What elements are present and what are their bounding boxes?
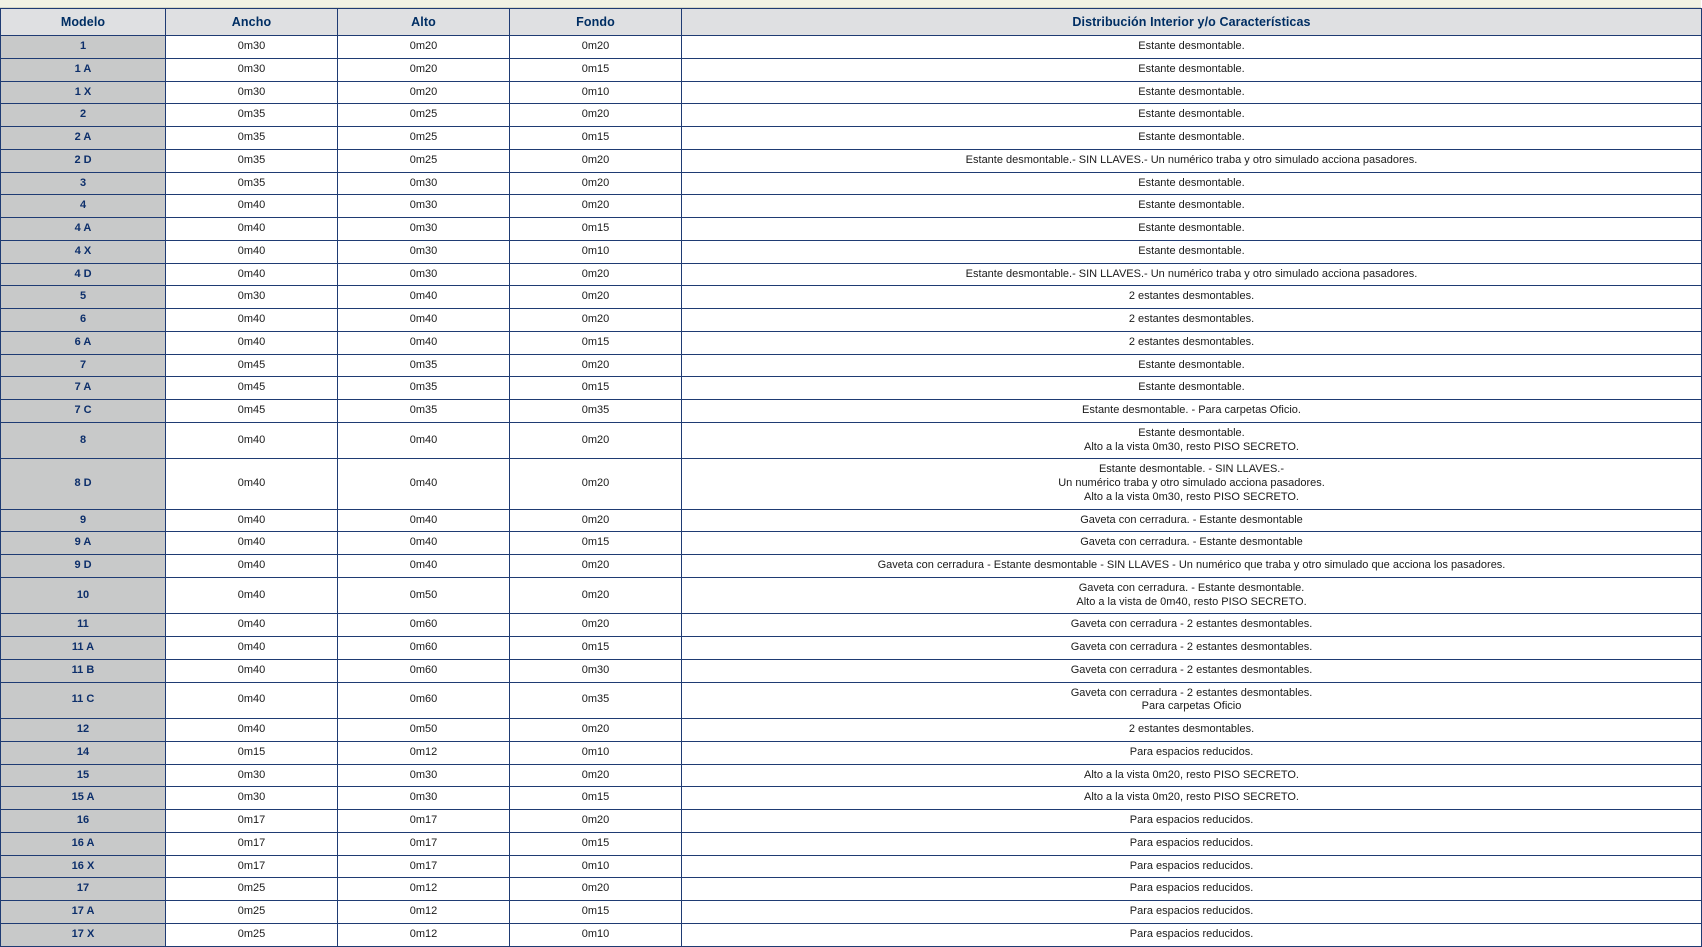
column-header-alto: Alto — [338, 9, 510, 36]
distribucion-line: Para espacios reducidos. — [1129, 814, 1254, 826]
cell-ancho: 0m45 — [166, 400, 338, 423]
cell-ancho: 0m25 — [166, 878, 338, 901]
cell-ancho: 0m35 — [166, 127, 338, 150]
cell-alto: 0m50 — [338, 577, 510, 614]
cell-modelo: 4 X — [1, 240, 166, 263]
cell-modelo: 16 A — [1, 832, 166, 855]
cell-modelo: 1 A — [1, 58, 166, 81]
cell-fondo: 0m35 — [510, 682, 682, 719]
cell-distribucion — [682, 719, 1702, 742]
cell-distribucion — [682, 509, 1702, 532]
cell-distribucion — [682, 309, 1702, 332]
cell-alto: 0m17 — [338, 855, 510, 878]
cell-distribucion — [682, 532, 1702, 555]
cell-alto: 0m40 — [338, 555, 510, 578]
cell-alto: 0m30 — [338, 787, 510, 810]
cell-alto: 0m40 — [338, 309, 510, 332]
cell-fondo: 0m20 — [510, 172, 682, 195]
cell-alto: 0m17 — [338, 810, 510, 833]
cell-alto: 0m25 — [338, 127, 510, 150]
cell-fondo: 0m10 — [510, 81, 682, 104]
cell-ancho: 0m40 — [166, 659, 338, 682]
cell-ancho: 0m40 — [166, 240, 338, 263]
cell-fondo: 0m20 — [510, 36, 682, 59]
distribucion-line: Alto a la vista de 0m40, resto PISO SECRETO. — [1076, 595, 1307, 608]
cell-modelo: 11 — [1, 614, 166, 637]
cell-modelo: 10 — [1, 577, 166, 614]
cell-alto: 0m30 — [338, 240, 510, 263]
cell-alto: 0m12 — [338, 741, 510, 764]
cell-alto: 0m20 — [338, 58, 510, 81]
cell-ancho: 0m40 — [166, 263, 338, 286]
cell-ancho: 0m17 — [166, 810, 338, 833]
table-header-row — [1, 9, 1702, 36]
table-row — [1, 149, 1702, 172]
cell-ancho: 0m30 — [166, 36, 338, 59]
table-row — [1, 577, 1702, 614]
cell-alto: 0m40 — [338, 509, 510, 532]
cell-distribucion — [682, 787, 1702, 810]
distribucion-line: Alto a la vista 0m30, resto PISO SECRETO. — [1084, 490, 1299, 503]
cell-fondo: 0m20 — [510, 764, 682, 787]
distribucion-line: 2 estantes desmontables. — [1128, 335, 1255, 348]
distribucion-line: Estante desmontable. — [1138, 176, 1245, 189]
table-row — [1, 832, 1702, 855]
cell-fondo: 0m20 — [510, 354, 682, 377]
cell-modelo: 17 — [1, 878, 166, 901]
cell-modelo: 4 A — [1, 218, 166, 241]
cell-alto: 0m25 — [338, 104, 510, 127]
cell-ancho: 0m40 — [166, 218, 338, 241]
distribucion-line: Para espacios reducidos. — [1129, 927, 1254, 940]
cell-fondo: 0m15 — [510, 331, 682, 354]
distribucion-line: Alto a la vista 0m20, resto PISO SECRETO. — [1084, 791, 1299, 804]
table-row — [1, 309, 1702, 332]
distribucion-line: Estante desmontable.- SIN LLAVES.- Un numérico traba y otro simulado acciona pasadores. — [965, 153, 1418, 166]
cell-fondo: 0m15 — [510, 532, 682, 555]
table-row — [1, 682, 1702, 719]
cell-ancho: 0m40 — [166, 682, 338, 719]
cell-alto: 0m12 — [338, 901, 510, 924]
cell-distribucion — [682, 555, 1702, 578]
cell-alto: 0m35 — [338, 377, 510, 400]
table-row — [1, 422, 1702, 459]
distribucion-line: Estante desmontable. — [1138, 244, 1245, 257]
cell-alto: 0m50 — [338, 719, 510, 742]
table-body — [1, 36, 1702, 947]
cell-fondo: 0m20 — [510, 104, 682, 127]
cell-alto: 0m25 — [338, 149, 510, 172]
cell-modelo: 11 A — [1, 637, 166, 660]
cell-ancho: 0m15 — [166, 741, 338, 764]
cell-ancho: 0m35 — [166, 104, 338, 127]
cell-ancho: 0m30 — [166, 286, 338, 309]
cell-fondo: 0m20 — [510, 614, 682, 637]
cell-modelo: 9 D — [1, 555, 166, 578]
distribucion-line: Gaveta con cerradura - Estante desmontable - SIN LLAVES - Un numérico que traba y otro simulado que acciona los pasadores. — [877, 559, 1506, 571]
distribucion-line: Estante desmontable. — [1138, 62, 1245, 75]
table-row — [1, 637, 1702, 660]
cell-ancho: 0m30 — [166, 58, 338, 81]
cell-ancho: 0m30 — [166, 787, 338, 810]
column-header-distribucion: Distribución Interior y/o Características — [682, 9, 1702, 36]
cell-ancho: 0m35 — [166, 172, 338, 195]
cell-ancho: 0m40 — [166, 555, 338, 578]
table-row — [1, 400, 1702, 423]
cell-fondo: 0m15 — [510, 832, 682, 855]
cell-ancho: 0m40 — [166, 509, 338, 532]
cell-distribucion — [682, 659, 1702, 682]
cell-distribucion — [682, 172, 1702, 195]
distribucion-line: Estante desmontable. — [1138, 199, 1245, 212]
cell-fondo: 0m20 — [510, 309, 682, 332]
cell-fondo: 0m15 — [510, 901, 682, 924]
cell-ancho: 0m40 — [166, 422, 338, 459]
cell-ancho: 0m45 — [166, 377, 338, 400]
cell-modelo: 16 — [1, 810, 166, 833]
cell-modelo: 8 — [1, 422, 166, 459]
cell-distribucion — [682, 104, 1702, 127]
cell-distribucion — [682, 855, 1702, 878]
distribucion-line: Para espacios reducidos. — [1129, 745, 1254, 758]
table-row — [1, 659, 1702, 682]
cell-distribucion — [682, 400, 1702, 423]
table-head — [1, 9, 1702, 36]
cell-distribucion — [682, 331, 1702, 354]
cell-ancho: 0m17 — [166, 832, 338, 855]
cell-fondo: 0m20 — [510, 459, 682, 509]
cell-fondo: 0m20 — [510, 719, 682, 742]
cell-fondo: 0m20 — [510, 422, 682, 459]
table-row — [1, 354, 1702, 377]
cell-alto: 0m30 — [338, 172, 510, 195]
cell-modelo: 6 A — [1, 331, 166, 354]
cell-fondo: 0m20 — [510, 810, 682, 833]
cell-modelo: 16 X — [1, 855, 166, 878]
cell-alto: 0m20 — [338, 81, 510, 104]
table-row — [1, 878, 1702, 901]
cell-fondo: 0m15 — [510, 58, 682, 81]
table-row — [1, 195, 1702, 218]
cell-ancho: 0m30 — [166, 81, 338, 104]
cell-distribucion — [682, 81, 1702, 104]
distribucion-line: Gaveta con cerradura - 2 estantes desmontables. — [1070, 641, 1313, 653]
cell-modelo: 8 D — [1, 459, 166, 509]
table-row — [1, 331, 1702, 354]
cell-alto: 0m40 — [338, 286, 510, 309]
cell-modelo: 17 A — [1, 901, 166, 924]
distribucion-line: Gaveta con cerradura - 2 estantes desmontables. — [1070, 663, 1313, 676]
cell-alto: 0m40 — [338, 331, 510, 354]
cell-alto: 0m30 — [338, 263, 510, 286]
distribucion-line: Gaveta con cerradura - 2 estantes desmontables. — [1070, 618, 1313, 631]
cell-fondo: 0m15 — [510, 637, 682, 660]
cell-modelo: 6 — [1, 309, 166, 332]
distribucion-line: Estante desmontable. — [1138, 358, 1245, 371]
cell-fondo: 0m20 — [510, 263, 682, 286]
distribucion-line: Estante desmontable. — [1138, 381, 1245, 394]
table-row — [1, 459, 1702, 509]
cell-distribucion — [682, 637, 1702, 660]
cell-fondo: 0m10 — [510, 240, 682, 263]
cell-modelo: 7 C — [1, 400, 166, 423]
table-row — [1, 104, 1702, 127]
cell-alto: 0m30 — [338, 195, 510, 218]
table-row — [1, 855, 1702, 878]
table-row — [1, 555, 1702, 578]
top-strip — [0, 0, 1701, 8]
column-header-fondo: Fondo — [510, 9, 682, 36]
cell-fondo: 0m30 — [510, 659, 682, 682]
table-row — [1, 377, 1702, 400]
cell-distribucion — [682, 218, 1702, 241]
cell-fondo: 0m15 — [510, 377, 682, 400]
cell-alto: 0m40 — [338, 422, 510, 459]
distribucion-line: Para espacios reducidos. — [1129, 859, 1254, 872]
cell-distribucion — [682, 459, 1702, 509]
table-row — [1, 172, 1702, 195]
cell-alto: 0m60 — [338, 637, 510, 660]
cell-alto: 0m17 — [338, 832, 510, 855]
table-row — [1, 286, 1702, 309]
cell-distribucion — [682, 149, 1702, 172]
cell-ancho: 0m40 — [166, 577, 338, 614]
cell-modelo: 1 X — [1, 81, 166, 104]
distribucion-line: Estante desmontable. — [1138, 108, 1245, 121]
cell-alto: 0m35 — [338, 354, 510, 377]
cell-alto: 0m40 — [338, 532, 510, 555]
cell-alto: 0m20 — [338, 36, 510, 59]
column-header-modelo: Modelo — [1, 9, 166, 36]
distribucion-line: Gaveta con cerradura. - Estante desmontable — [1080, 536, 1303, 549]
distribucion-line: Alto a la vista 0m30, resto PISO SECRETO. — [1084, 440, 1299, 453]
cell-fondo: 0m20 — [510, 555, 682, 578]
cell-fondo: 0m15 — [510, 218, 682, 241]
cell-modelo: 7 A — [1, 377, 166, 400]
cell-alto: 0m12 — [338, 923, 510, 946]
table-row — [1, 58, 1702, 81]
distribucion-line: Estante desmontable. — [1138, 131, 1245, 143]
table-row — [1, 923, 1702, 946]
distribucion-line: Estante desmontable. - SIN LLAVES.- — [1098, 463, 1285, 476]
table-row — [1, 810, 1702, 833]
cell-modelo: 5 — [1, 286, 166, 309]
cell-alto: 0m60 — [338, 682, 510, 719]
cell-distribucion — [682, 614, 1702, 637]
cell-distribucion — [682, 58, 1702, 81]
table-row — [1, 719, 1702, 742]
cell-fondo: 0m20 — [510, 577, 682, 614]
distribucion-line: Estante desmontable. - Para carpetas Oficio. — [1082, 404, 1301, 416]
cell-distribucion — [682, 832, 1702, 855]
distribucion-line: Gaveta con cerradura - 2 estantes desmontables. — [1070, 686, 1313, 699]
cell-fondo: 0m20 — [510, 149, 682, 172]
cell-modelo: 4 — [1, 195, 166, 218]
cell-ancho: 0m40 — [166, 637, 338, 660]
cell-distribucion — [682, 577, 1702, 614]
cell-modelo: 17 X — [1, 923, 166, 946]
distribucion-line: 2 estantes desmontables. — [1128, 723, 1255, 735]
cell-alto: 0m60 — [338, 659, 510, 682]
cell-distribucion — [682, 901, 1702, 924]
cell-distribucion — [682, 878, 1702, 901]
table-row — [1, 263, 1702, 286]
cell-alto: 0m40 — [338, 459, 510, 509]
distribucion-line: Para carpetas Oficio — [1141, 700, 1242, 713]
cell-modelo: 2 A — [1, 127, 166, 150]
table-row — [1, 532, 1702, 555]
cell-fondo: 0m20 — [510, 286, 682, 309]
cell-modelo: 4 D — [1, 263, 166, 286]
cell-modelo: 2 — [1, 104, 166, 127]
cell-ancho: 0m40 — [166, 331, 338, 354]
distribucion-line: Alto a la vista 0m20, resto PISO SECRETO. — [1084, 768, 1299, 781]
cell-alto: 0m12 — [338, 878, 510, 901]
distribucion-line: Un numérico traba y otro simulado acciona pasadores. — [1058, 477, 1325, 489]
cell-modelo: 9 — [1, 509, 166, 532]
cell-modelo: 12 — [1, 719, 166, 742]
table-row — [1, 240, 1702, 263]
cell-ancho: 0m40 — [166, 532, 338, 555]
cell-modelo: 15 — [1, 764, 166, 787]
cell-distribucion — [682, 741, 1702, 764]
cell-ancho: 0m25 — [166, 923, 338, 946]
cell-distribucion — [682, 764, 1702, 787]
cell-modelo: 11 C — [1, 682, 166, 719]
distribucion-line: Estante desmontable. — [1138, 85, 1245, 98]
distribucion-line: Para espacios reducidos. — [1129, 905, 1254, 917]
cell-distribucion — [682, 354, 1702, 377]
cell-modelo: 7 — [1, 354, 166, 377]
cell-ancho: 0m40 — [166, 195, 338, 218]
distribucion-line: Estante desmontable. — [1138, 426, 1245, 439]
distribucion-line: Para espacios reducidos. — [1129, 836, 1254, 849]
cell-modelo: 1 — [1, 36, 166, 59]
cell-ancho: 0m40 — [166, 614, 338, 637]
column-header-ancho: Ancho — [166, 9, 338, 36]
cell-ancho: 0m40 — [166, 719, 338, 742]
cell-ancho: 0m25 — [166, 901, 338, 924]
cell-distribucion — [682, 36, 1702, 59]
table-row — [1, 509, 1702, 532]
distribucion-line: Gaveta con cerradura. - Estante desmontable. — [1078, 581, 1305, 594]
distribucion-line: Gaveta con cerradura. - Estante desmontable — [1080, 513, 1303, 526]
cell-fondo: 0m15 — [510, 787, 682, 810]
distribucion-line: Estante desmontable. — [1138, 222, 1245, 234]
cell-fondo: 0m35 — [510, 400, 682, 423]
cell-ancho: 0m17 — [166, 855, 338, 878]
cell-fondo: 0m20 — [510, 509, 682, 532]
distribucion-line: Para espacios reducidos. — [1129, 882, 1254, 895]
cell-fondo: 0m10 — [510, 741, 682, 764]
cell-ancho: 0m45 — [166, 354, 338, 377]
cell-modelo: 9 A — [1, 532, 166, 555]
distribucion-line: Estante desmontable. — [1138, 40, 1245, 52]
cell-distribucion — [682, 377, 1702, 400]
table-row — [1, 36, 1702, 59]
cell-fondo: 0m20 — [510, 878, 682, 901]
table-row — [1, 901, 1702, 924]
table-row — [1, 218, 1702, 241]
table-row — [1, 741, 1702, 764]
cell-alto: 0m60 — [338, 614, 510, 637]
cell-ancho: 0m40 — [166, 459, 338, 509]
cell-alto: 0m30 — [338, 218, 510, 241]
cell-modelo: 14 — [1, 741, 166, 764]
table-row — [1, 81, 1702, 104]
cell-distribucion — [682, 923, 1702, 946]
models-specification-table — [0, 8, 1702, 947]
cell-modelo: 11 B — [1, 659, 166, 682]
cell-fondo: 0m20 — [510, 195, 682, 218]
cell-distribucion — [682, 263, 1702, 286]
cell-distribucion — [682, 810, 1702, 833]
cell-modelo: 3 — [1, 172, 166, 195]
distribucion-line: 2 estantes desmontables. — [1128, 313, 1255, 325]
cell-distribucion — [682, 286, 1702, 309]
cell-modelo: 15 A — [1, 787, 166, 810]
table-row — [1, 787, 1702, 810]
cell-fondo: 0m10 — [510, 855, 682, 878]
cell-alto: 0m35 — [338, 400, 510, 423]
cell-distribucion — [682, 422, 1702, 459]
table-row — [1, 614, 1702, 637]
distribucion-line: 2 estantes desmontables. — [1128, 290, 1255, 303]
cell-distribucion — [682, 127, 1702, 150]
cell-fondo: 0m10 — [510, 923, 682, 946]
cell-alto: 0m30 — [338, 764, 510, 787]
cell-distribucion — [682, 195, 1702, 218]
cell-fondo: 0m15 — [510, 127, 682, 150]
cell-ancho: 0m40 — [166, 309, 338, 332]
distribucion-line: Estante desmontable.- SIN LLAVES.- Un numérico traba y otro simulado acciona pasadores. — [965, 267, 1418, 280]
table-row — [1, 764, 1702, 787]
table-row — [1, 127, 1702, 150]
cell-distribucion — [682, 682, 1702, 719]
cell-distribucion — [682, 240, 1702, 263]
cell-ancho: 0m30 — [166, 764, 338, 787]
cell-ancho: 0m35 — [166, 149, 338, 172]
cell-modelo: 2 D — [1, 149, 166, 172]
